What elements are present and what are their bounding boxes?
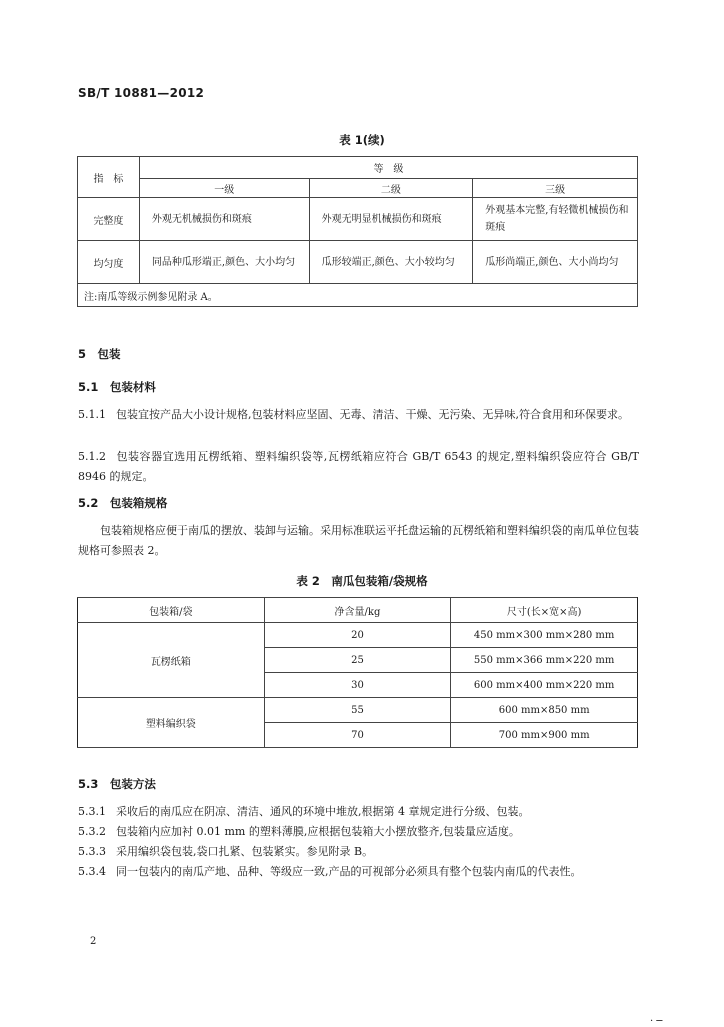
table2-cell-weight: 20 [264,623,451,648]
section-5-2-title: 5.2 包装箱规格 [78,496,168,510]
clause-text: 采用编织袋包装,袋口扎紧、包装紧实。参见附录 B。 [116,845,374,858]
table1-cell: 外观基本完整,有轻微机械损伤和斑痕 [473,198,638,241]
clause-text: 包装宜按产品大小设计规格,包装材料应坚固、无毒、清洁、干燥、无污染、无异味,符合食用和环保要求。 [116,408,629,421]
table1-row-indicator: 完整度 [78,198,140,241]
table2-header-size: 尺寸(长×宽×高) [451,598,638,623]
clause-text: 包装箱内应加衬 0.01 mm 的塑料薄膜,应根据包装箱大小摆放整齐,包装量应适度。 [116,825,520,838]
table1-header-grade-1: 一级 [139,179,309,198]
table2-group-woven-bag: 塑料编织袋 [78,698,265,748]
clause-number: 5.3.2 [78,825,106,838]
table2-cell-weight: 70 [264,723,451,748]
table1-cell: 外观无机械损伤和斑痕 [139,198,309,241]
clause-number: 5.1.1 [78,408,106,421]
table2-cell-weight: 55 [264,698,451,723]
section-5-title: 5 包装 [78,347,121,361]
clause-5-1-1 [78,405,639,425]
table1-header-indicator: 指 标 [78,157,140,198]
table2 [77,597,638,748]
table1-header-grade: 等 级 [139,157,637,179]
table1-caption: 表 1(续) [339,133,385,147]
corner-marks: · ─ [650,1016,663,1027]
clause-number: 5.3.1 [78,805,106,818]
clause-number: 5.1.2 [78,450,106,463]
table2-header-weight: 净含量/kg [264,598,451,623]
clause-5-3-1 [78,802,639,822]
table1-cell: 瓜形较端正,颜色、大小较均匀 [309,241,473,284]
clause-5-3-2 [78,822,639,842]
table2-cell-size: 450 mm×300 mm×280 mm [451,623,638,648]
table1-header-grade-3: 三级 [473,179,638,198]
clause-text: 采收后的南瓜应在阴凉、清洁、通风的环境中堆放,根据第 4 章规定进行分级、包装。 [116,805,530,818]
section-5-3-title: 5.3 包装方法 [78,777,156,791]
table1-header-grade-2: 二级 [309,179,473,198]
table2-group-carton: 瓦楞纸箱 [78,623,265,698]
table2-cell-size: 700 mm×900 mm [451,723,638,748]
table2-cell-size: 600 mm×400 mm×220 mm [451,673,638,698]
table2-cell-weight: 25 [264,648,451,673]
page-number: 2 [90,936,97,947]
table2-cell-size: 600 mm×850 mm [451,698,638,723]
section-5-1-title: 5.1 包装材料 [78,380,156,394]
table1-row-indicator: 均匀度 [78,241,140,284]
clause-number: 5.3.4 [78,865,106,878]
table1-cell: 同品种瓜形端正,颜色、大小均匀 [139,241,309,284]
table2-cell-size: 550 mm×366 mm×220 mm [451,648,638,673]
clause-text: 同一包装内的南瓜产地、品种、等级应一致,产品的可视部分必须具有整个包装内南瓜的代表性。 [116,865,582,878]
table1-note: 注:南瓜等级示例参见附录 A。 [78,284,638,307]
table1-cell: 瓜形尚端正,颜色、大小尚均匀 [473,241,638,284]
table2-caption: 表 2 南瓜包装箱/袋规格 [296,574,428,588]
table2-cell-weight: 30 [264,673,451,698]
clause-5-1-2 [78,447,639,487]
clause-text: 包装容器宜选用瓦楞纸箱、塑料编织袋等,瓦楞纸箱应符合 GB/T 6543 的规定,塑料编织袋应符合 GB/T 8946 的规定。 [78,450,639,483]
clause-5-3-3 [78,842,639,862]
table1-cell: 外观无明显机械损伤和斑痕 [309,198,473,241]
standard-code: SB/T 10881—2012 [78,86,205,100]
table1 [77,156,638,307]
table2-header-package: 包装箱/袋 [78,598,265,623]
clause-number: 5.3.3 [78,845,106,858]
section-5-2-paragraph: 包装箱规格应便于南瓜的摆放、装卸与运输。采用标准联运平托盘运输的瓦楞纸箱和塑料编织袋的南瓜单位包装规格可参照表 2。 [78,524,639,557]
clause-5-3-4 [78,862,639,882]
